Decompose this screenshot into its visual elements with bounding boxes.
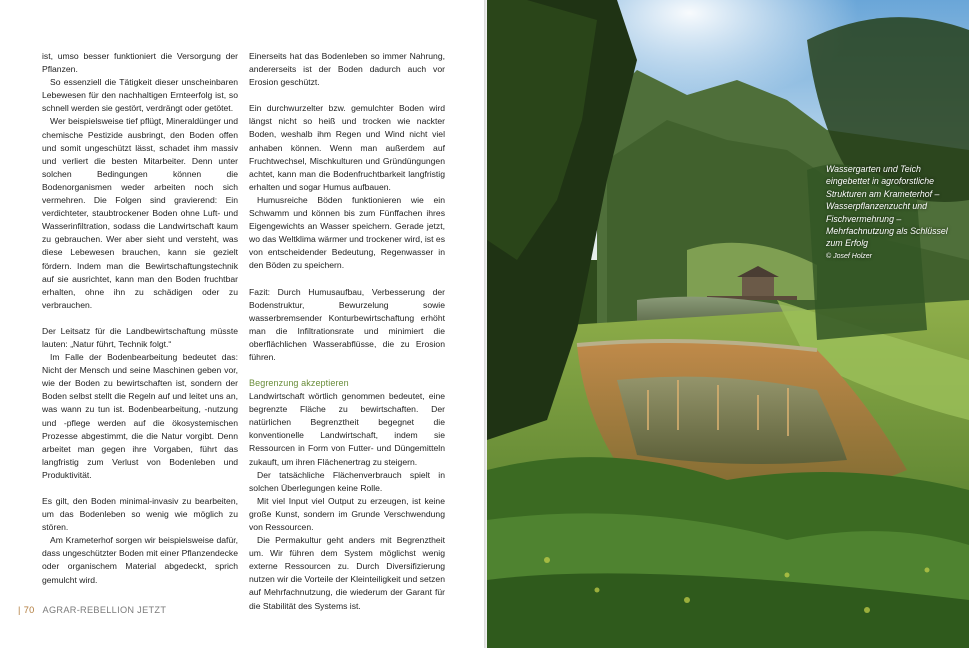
paragraph: Wer beispielsweise tief pflügt, Mineraldünger und chemische Pestizide ausbringt, den Boden offen und somit ungeschützt lässt, schadet ihm massiv und verliert die besten Mitarbeiter. Denn unter solchen Bedingungen können die Bodenorganismen weder arbeiten noch sich vermehren. Die Folgen sind gravierend: Ein verdichteter, staubtrockener Boden ohne Luft- und Wasserinfiltration, sodass die Landwirtschaft kaum zu gebrauchen. Wer aber sieht und versteht, was diese Lebewesen brauchen, kann sie gezielt fördern. Indem man die Bewirtschaftungstechnik auf sie ausrichtet, kann man den Boden fruchtbar erhalten, ohne ihn zu schädigen oder zu verbrauchen.: [42, 116, 238, 310]
paragraph: ist, umso besser funktioniert die Versorgung der Pflanzen.: [42, 51, 238, 75]
photo-credit: © Josef Holzer: [826, 253, 873, 260]
paragraph: Die Permakultur geht anders mit Begrenztheit um. Wir führen dem System möglichst wenig externe Ressourcen zu. Durch Diversifizierung nutzen wir die Vorteile der Kleinteiligkeit und setzen auf Mehrfachnutzung, die wiederum der Garant für die Stabilität des Systems ist.: [249, 535, 445, 611]
paragraph: Am Krameterhof sorgen wir beispielsweise dafür, dass ungeschützter Boden mit einer Pflanzendecke oder organischem Material abgedeckt, sprich gemulcht wird.: [42, 535, 238, 585]
paragraph: Es gilt, den Boden minimal-invasiv zu bearbeiten, um das Bodenleben so wenig wie möglich zu stören.: [42, 496, 238, 533]
photo-caption: Wassergarten und Teich eingebettet in agroforstliche Strukturen am Krameterhof – Wasserpflanzenzucht und Fischvermehrung – Mehrfachnutzung als Schlüssel zum Erfolg: [826, 164, 948, 249]
landscape-photo: [487, 0, 969, 648]
left-page: [0, 0, 484, 648]
page-number: 70: [23, 605, 35, 615]
paragraph: Mit viel Input viel Output zu erzeugen, ist keine große Kunst, sondern im Grunde Verschwendung von Ressourcen.: [249, 495, 445, 532]
paragraph: Landwirtschaft wörtlich genommen bedeutet, eine begrenzte Fläche zu bewirtschaften. Der natürlichen Begrenztheit begegnet die konventionelle Landwirtschaft, indem sie Ressourcen in Form von Futter- und Düngemitteln zukauft, um ihren Flächenertrag zu steigern.: [249, 391, 445, 467]
paragraph: Der tatsächliche Flächenverbrauch spielt in solchen Überlegungen keine Rolle.: [249, 469, 445, 493]
text-column-1: [42, 50, 238, 587]
page-footer: [18, 605, 166, 615]
paragraph: Im Falle der Bodenbearbeitung bedeutet das: Nicht der Mensch und seine Maschinen geben vor, wie der Boden zu bewirtschaften ist, sondern der Boden selbst stellt die Regeln auf und leitet uns an, was wann zu tun ist. Bodenbearbeitung, -nutzung und -pflege werden auf die ökosystemischen Prozesse abgestimmt, die die Natur vorgibt. Denn arbeitet man gegen ihre Vorgaben, führt das langfristig zum Verlust von Bodenleben und Produktivität.: [42, 352, 238, 480]
paragraph: So essenziell die Tätigkeit dieser unscheinbaren Lebewesen für den nachhaltigen Ernteerfolg ist, so schnell werden sie gestört, verdrängt oder getötet.: [42, 77, 238, 114]
paragraph: Fazit: Durch Humusaufbau, Verbesserung der Bodenstruktur, Bewurzelung sowie wasserbremsender Konturbewirtschaftung erhöht man die Infiltrationsrate und minimiert die oberflächlichen Wasserabflüsse, die zu Erosion führen.: [249, 286, 445, 362]
text-column-2: [249, 50, 445, 613]
footer-bar: |: [18, 605, 21, 615]
paragraph: Einerseits hat das Bodenleben so immer Nahrung, andererseits ist der Boden dadurch auch vor Erosion geschützt.: [249, 51, 445, 88]
paragraph: Der Leitsatz für die Landbewirtschaftung müsste lauten: „Natur führt, Technik folgt.“: [42, 325, 238, 349]
paragraph: Ein durchwurzelter bzw. gemulchter Boden wird längst nicht so heiß und trocken wie nackter Boden, weshalb ihm Regen und Wind nicht viel anhaben können. Wenn man außerdem auf Fruchtwechsel, Mischkulturen und Gründüngungen achtet, kann man die Bodenfruchtbarkeit langfristig erhalten und sogar Humus aufbauen.: [249, 103, 445, 192]
running-title: AGRAR-REBELLION JETZT: [42, 605, 167, 615]
section-heading: Begrenzung akzeptieren: [249, 378, 349, 389]
paragraph: Humusreiche Böden funktionieren wie ein Schwamm und können bis zum Fünffachen ihres Eigengewichts an Wasser speichern. Gerade jetzt, wo das Weltklima wärmer und trockener wird, ist es von entscheidender Bedeutung, Regenwasser in den Böden zu speichern.: [249, 194, 445, 271]
